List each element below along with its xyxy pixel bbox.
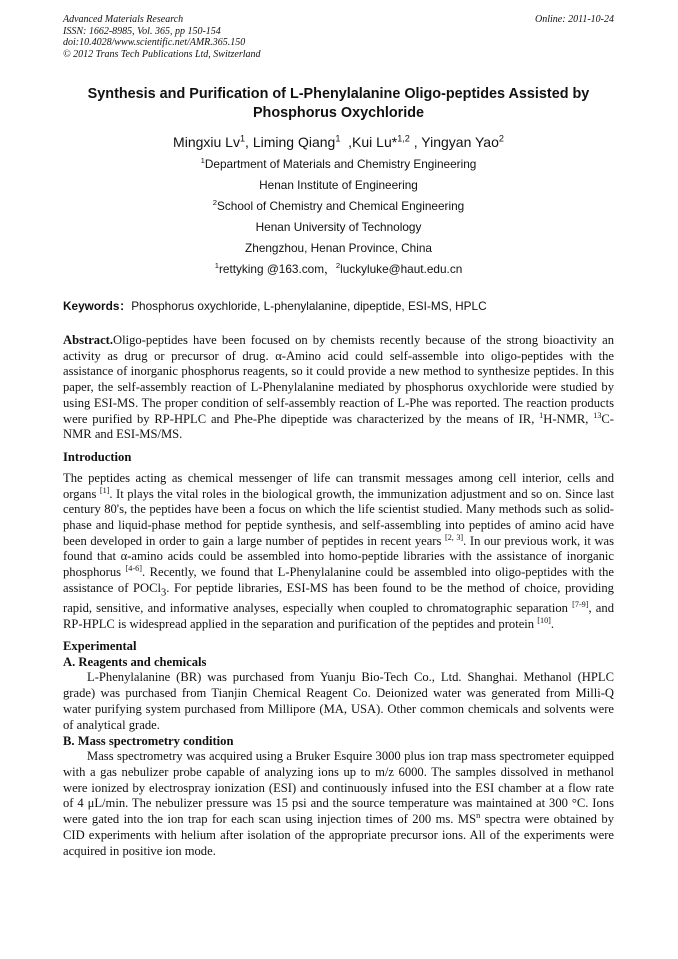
abstract-label: Abstract.	[63, 333, 114, 347]
email-link[interactable]: luckyluke@haut.edu.cn	[340, 262, 463, 276]
body-text: . For peptide libraries, ESI-MS has been found to be the method of choice, providing rapid, sensitive, and informative analyses, especially when coupled to chromatographic separation	[63, 580, 614, 616]
email-sup: 1	[214, 261, 219, 271]
subscript: 3	[161, 587, 167, 599]
keywords	[63, 298, 614, 315]
isotope-sup: 13	[593, 410, 602, 420]
author-name: Liming Qiang	[252, 134, 336, 150]
section-heading-experimental: Experimental	[63, 639, 137, 654]
introduction-paragraph	[63, 471, 614, 633]
affiliation-city: Zhengzhou, Henan Province, China	[245, 241, 432, 255]
affiliation-line	[63, 196, 614, 217]
copyright-line: © 2012 Trans Tech Publications Ltd, Switzerland	[63, 48, 261, 60]
affiliation-sup: 2	[212, 198, 218, 208]
paper-title: Synthesis and Purification of L-Phenylalanine Oligo-peptides Assisted by Phosphorus Oxychloride	[87, 86, 590, 121]
body-text: .	[550, 616, 555, 631]
keywords-label: Keywords：	[63, 299, 132, 313]
affiliation-institute: Henan University of Technology	[255, 220, 422, 234]
author-sup: 1,2	[397, 133, 410, 144]
citation: [1]	[99, 485, 110, 495]
body-text: spectra were obtained by CID experiments with helium after isolation of the appropriate precursor ions. All of the experiments were acquired in positive ion mode.	[63, 812, 614, 858]
author-name: Mingxiu Lv	[173, 134, 240, 150]
author-sup: 1	[335, 133, 341, 144]
subsection-heading-mass-spec: B. Mass spectrometry condition	[63, 734, 234, 749]
affiliation-sup: 1	[200, 156, 205, 166]
online-date: Online: 2011-10-24	[535, 14, 614, 25]
affiliation-institute: Henan Institute of Engineering	[259, 178, 418, 192]
subsection-heading-reagents: A. Reagents and chemicals	[63, 655, 207, 670]
affiliation-line	[63, 154, 614, 175]
citation: [2, 3]	[444, 532, 464, 542]
body-text: . Recently, we found that L-Phenylalanine could be assembled into oligo-peptides with the assistance of POCl	[63, 565, 614, 595]
abstract	[63, 333, 614, 443]
running-header	[63, 14, 614, 60]
body-text: , and RP-HPLC is widespread applied in the separation and purification of the peptides and protein	[63, 601, 614, 631]
author-name: Kui Lu*	[352, 134, 398, 150]
keywords-text: Phosphorus oxychloride, L-phenylalanine, dipeptide, ESI-MS, HPLC	[131, 299, 487, 313]
issn-line: ISSN: 1662-8985, Vol. 365, pp 150-154	[63, 25, 221, 37]
author-name: Yingyan Yao	[421, 134, 499, 150]
email-sup: 2	[335, 261, 341, 271]
citation: [10]	[537, 615, 551, 625]
journal-name: Advanced Materials Research	[63, 14, 184, 25]
superscript: n	[476, 810, 481, 820]
abstract-text: C-NMR and ESI-MS/MS.	[63, 411, 614, 442]
body-text: . It plays the vital roles in the biological growth, the immunization adjustment and so on. Since last century 80's, the peptides have been a focus on which the life scientist studied. Many methods such as solid-phase and liquid-phase method for peptide synthesis, and self-assembling into peptides of amino acid have been developed in order to gain a large number of peptides in recent years	[63, 486, 614, 548]
isotope-sup: 1	[539, 410, 544, 420]
body-text: The peptides acting as chemical messenger of life can transmit messages among cell interior, cells and organs	[63, 470, 614, 501]
author-sup: 2	[498, 133, 504, 144]
author-emails	[63, 259, 614, 280]
author-list: Mingxiu Lv$^1$, Liming Qiang$^1$ ,Kui Lu*$^{1,2}$ , Yingyan Yao$^2$	[173, 133, 504, 150]
citation: [4-6]	[125, 563, 142, 573]
affiliation-dept: Department of Materials and Chemistry Engineering	[204, 157, 477, 171]
body-text: Mass spectrometry was acquired using a Bruker Esquire 3000 plus ion trap mass spectrometer equipped with a gas nebulizer probe capable of analyzing ions up to m/z 6000. The samples dissolved in methanol were ionized by electrospray ionization (ESI) and continuously infused into the ESI chamber at a flow rate of 4 μL/min. The nebulizer pressure was 15 psi and the source temperature was maintained at 300 °C. Ions were gated into the ion trap for each scan using injection times of 200 ms. MS	[63, 749, 614, 827]
author-sup: 1	[239, 133, 246, 144]
email-link[interactable]: rettyking @163.com，	[218, 262, 336, 276]
paper-page	[63, 14, 614, 859]
body-text: . In our previous work, it was found that α-amino acids could be assembled into homo-peptide libraries with the assistance of inorganic phosphorus	[63, 533, 615, 580]
citation: [7-9]	[572, 599, 589, 609]
reagents-paragraph: L-Phenylalanine (BR) was purchased from Yuanju Bio-Tech Co., Ltd. Shanghai. Methanol (HPLC grade) was purchased from Tianjin Chemical Reagent Co. Deionized water was generated from Milli-Q water purifying system purchased from Millipore (MA, USA). Other common chemicals and solvents were of analytical grade.	[63, 670, 614, 732]
abstract-text: Oligo-peptides have been focused on by chemists recently because of the strong bioactivity an activity as drug or precursor of drug. α-Amino acid could self-assemble into oligo-peptides with the assistance of inorganic phosphorus reagents, so it could provide a new method to synthesize peptides. In this paper, the self-assembly reaction of L-Phenylalanine mediated by phosphorus oxychloride were studied by using ESI-MS. The proper condition of self-assembly reaction of L-Phe was reported. The reaction products were purified by RP-HPLC and Phe-Phe dipeptide was characterized by the means of IR,	[63, 333, 614, 426]
abstract-text: H-NMR,	[543, 411, 594, 426]
affiliation-dept: School of Chemistry and Chemical Engineering	[217, 199, 465, 213]
doi-line: doi:10.4028/www.scientific.net/AMR.365.150	[63, 37, 246, 48]
mass-spec-paragraph	[63, 749, 614, 859]
section-heading-introduction: Introduction	[63, 449, 132, 464]
